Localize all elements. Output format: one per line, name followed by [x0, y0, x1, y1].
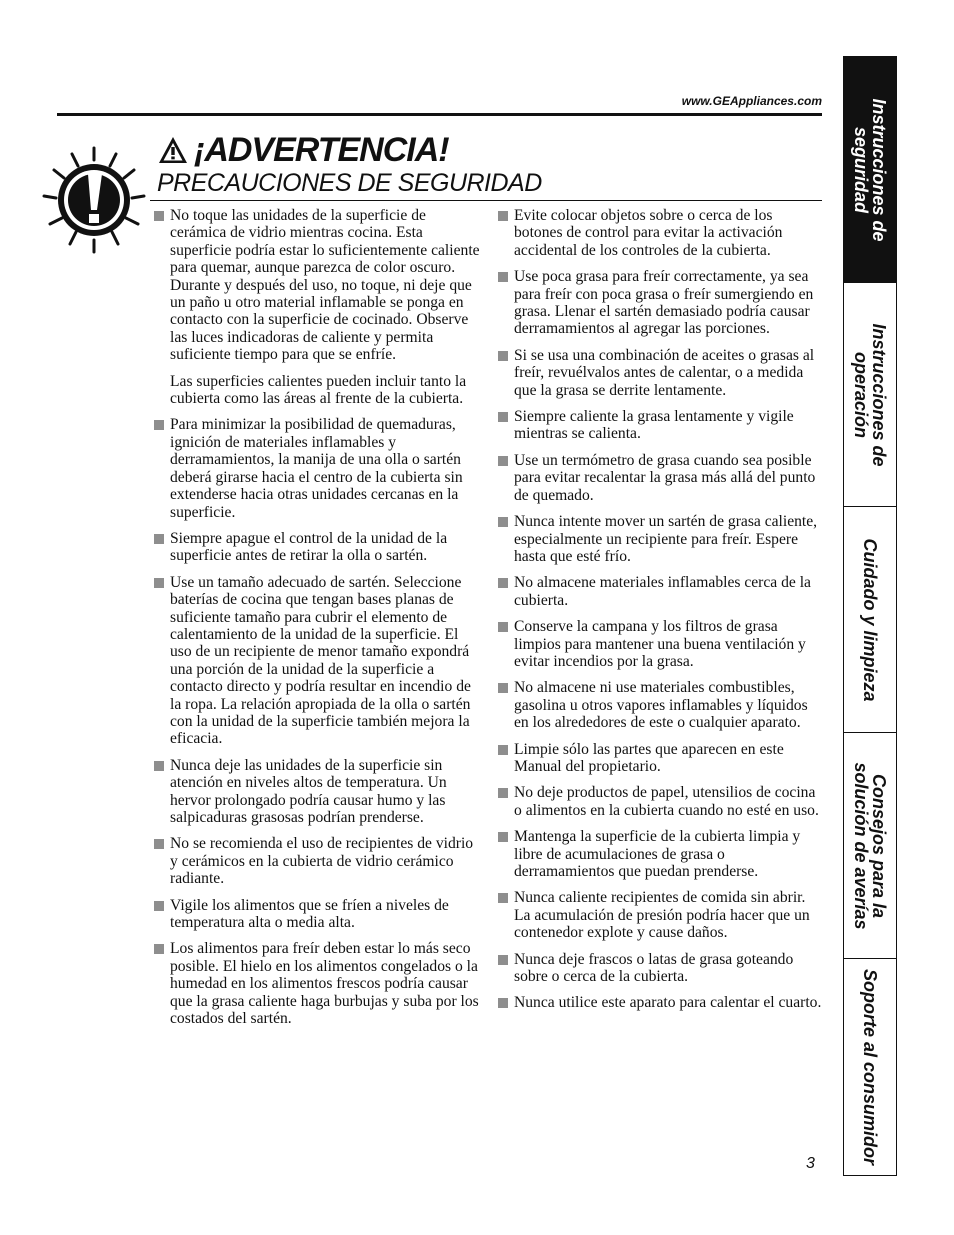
bullet-item: [498, 679, 824, 731]
website-url: www.GEAppliances.com: [681, 94, 822, 108]
item-text: No toque las unidades de la superficie de cerámica de vidrio mientras cocina. Esta superficie podría estar lo suficientemente caliente para quemar, aunque parezca de color oscuro. Durante y después del uso, no toque, ni deje que un paño u otro material inflamable se ponga en contacto con la superficie de cocinado. Observe las luces indicadoras de caliente y permita suficiente tiempo para que se enfríe.: [170, 207, 480, 364]
bullet-item: [498, 207, 824, 259]
square-bullet-icon: [498, 351, 508, 361]
tab-label: Cuidado y limpieza: [860, 538, 880, 702]
item-text: Mantenga la superficie de la cubierta limpia y libre de acumulaciones de grasa o derramamientos que puedan prenderse.: [514, 828, 801, 880]
tab-instrucciones-de-operacion[interactable]: [844, 283, 896, 507]
left-column: [154, 207, 480, 1036]
bullet-item: [498, 741, 824, 776]
item-text: Las superficies calientes pueden incluir tanto la cubierta como las áreas al frente de la cubierta.: [170, 372, 467, 408]
item-text: Conserve la campana y los filtros de grasa limpios para mantener una buena ventilación y evitar incendios por la grasa.: [514, 618, 806, 670]
square-bullet-icon: [154, 944, 164, 954]
tab-label: Instrucciones de seguridad: [851, 98, 889, 242]
square-bullet-icon: [498, 832, 508, 842]
square-bullet-icon: [154, 420, 164, 430]
bullet-item: [498, 452, 824, 504]
paragraph: [154, 373, 480, 408]
bullet-item: [154, 530, 480, 565]
section-subtitle: PRECAUCIONES DE SEGURIDAD: [157, 169, 542, 197]
bullet-item: [154, 207, 480, 364]
tab-label: Soporte al consumidor: [860, 968, 880, 1166]
tab-instrucciones-de-seguridad[interactable]: [844, 57, 896, 283]
page-number: 3: [806, 1155, 815, 1172]
square-bullet-icon: [154, 534, 164, 544]
item-text: Nunca deje las unidades de la superficie sin atención en niveles altos de temperatura. Un hervor prolongado podría causar humo y las salpicaduras grasosas podrían prenderse.: [170, 756, 447, 826]
item-text: Use un tamaño adecuado de sartén. Seleccione baterías de cocina que tengan bases planas de suficiente tamaño para cubrir el elemento de calentamiento de la unidad de la superficie. El uso de un recipiente de menor tamaño expondrá una porción de la unidad de la superficie a contacto directo y podría resultar en incendio de la ropa. La relación apropiada de la olla o sartén con la unidad de la superficie también mejora la eficacia.: [170, 573, 471, 748]
warning-triangle-icon: [158, 136, 188, 164]
item-text: Nunca intente mover un sartén de grasa caliente, especialmente un recipiente para freír. Espere hasta que esté frío.: [514, 513, 818, 565]
square-bullet-icon: [498, 683, 508, 693]
square-bullet-icon: [498, 622, 508, 632]
bullet-item: [498, 951, 824, 986]
square-bullet-icon: [154, 839, 164, 849]
bullet-item: [154, 897, 480, 932]
item-text: Use poca grasa para freír correctamente, ya sea para freír con poca grasa o freír sumergiendo en grasa. Llenar el sartén demasiado podría causar derramamientos al agregar las porciones.: [514, 268, 814, 338]
square-bullet-icon: [498, 955, 508, 965]
bullet-item: [498, 574, 824, 609]
tab-cuidado-y-limpieza[interactable]: [844, 507, 896, 733]
bullet-item: [498, 268, 824, 338]
square-bullet-icon: [498, 517, 508, 527]
bullet-item: [498, 347, 824, 399]
item-text: Evite colocar objetos sobre o cerca de los botones de control para evitar la activación accidental de los controles de la cubierta.: [514, 207, 783, 259]
bullet-item: [498, 408, 824, 443]
item-text: Limpie sólo las partes que aparecen en este Manual del propietario.: [514, 740, 784, 775]
square-bullet-icon: [498, 272, 508, 282]
square-bullet-icon: [154, 901, 164, 911]
item-text: Use un termómetro de grasa cuando sea posible para evitar recalentar la grasa más allá del punto de quemado.: [514, 451, 816, 504]
bullet-item: [154, 416, 480, 520]
title-text: ¡ADVERTENCIA!: [194, 131, 449, 169]
item-text: Para minimizar la posibilidad de quemaduras, ignición de materiales inflamables y derramamientos, la manija de una olla o sartén deberá girarse hacia el centro de la cubierta sin extenderse hacia otras unidades cercanas en la superficie.: [170, 416, 463, 521]
square-bullet-icon: [154, 578, 164, 588]
warning-title: [158, 130, 449, 170]
item-text: Siempre apague el control de la unidad de la superficie antes de retirar la olla o sartén.: [170, 529, 448, 565]
bullet-item: [498, 828, 824, 880]
bullet-item: [154, 574, 480, 748]
bullet-item: [498, 994, 824, 1011]
item-text: Los alimentos para freír deben estar lo más seco posible. El hielo en los alimentos congelados o la humedad en los alimentos frescos podría causar que la grasa caliente haga burbujas y suba por los costados del sartén.: [170, 940, 479, 1028]
section-tabs: [843, 56, 897, 1176]
item-text: No almacene ni use materiales combustibles, gasolina u otros vapores inflamables y líquidos en los alrededores de este o cualquier aparato.: [514, 679, 808, 732]
square-bullet-icon: [154, 211, 164, 221]
item-text: No almacene materiales inflamables cerca de la cubierta.: [514, 574, 811, 609]
tab-label: Instrucciones de operación: [851, 323, 889, 467]
item-text: No deje productos de papel, utensilios de cocina o alimentos en la cubierta cuando no esté en uso.: [514, 784, 819, 819]
item-text: Siempre caliente la grasa lentamente y vigile mientras se calienta.: [514, 408, 794, 443]
square-bullet-icon: [498, 788, 508, 798]
bullet-item: [498, 784, 824, 819]
bullet-item: [154, 940, 480, 1027]
item-text: Nunca caliente recipientes de comida sin abrir. La acumulación de presión podría hacer que un contenedor explote y cause daños.: [514, 889, 810, 942]
bullet-item: [498, 513, 824, 565]
square-bullet-icon: [498, 745, 508, 755]
square-bullet-icon: [498, 998, 508, 1008]
subtitle-rule: [150, 200, 822, 201]
bullet-item: [498, 889, 824, 941]
item-text: Vigile los alimentos que se fríen a niveles de temperatura alta o media alta.: [170, 896, 449, 932]
item-text: Si se usa una combinación de aceites o grasas al freír, revuélvalos antes de calentar, o a medida que la grasa se derrite lentamente.: [514, 346, 815, 399]
bullet-item: [154, 757, 480, 827]
bullet-item: [498, 618, 824, 670]
item-text: Nunca utilice este aparato para calentar el cuarto.: [514, 994, 822, 1012]
tab-label: Consejos para la solución de averías: [851, 762, 889, 930]
square-bullet-icon: [498, 893, 508, 903]
square-bullet-icon: [154, 761, 164, 771]
right-column: [498, 207, 824, 1021]
header-rule: [57, 113, 822, 116]
item-text: Nunca deje frascos o latas de grasa goteando sobre o cerca de la cubierta.: [514, 950, 794, 986]
square-bullet-icon: [498, 456, 508, 466]
tab-soporte-al-consumidor[interactable]: [844, 959, 896, 1175]
exclamation-burst-icon: [40, 146, 148, 254]
square-bullet-icon: [498, 412, 508, 422]
item-text: No se recomienda el uso de recipientes de vidrio y cerámicos en la cubierta de vidrio cerámico radiante.: [170, 835, 474, 888]
square-bullet-icon: [498, 211, 508, 221]
bullet-item: [154, 835, 480, 887]
tab-consejos-solucion-de-averias[interactable]: [844, 733, 896, 959]
square-bullet-icon: [498, 578, 508, 588]
